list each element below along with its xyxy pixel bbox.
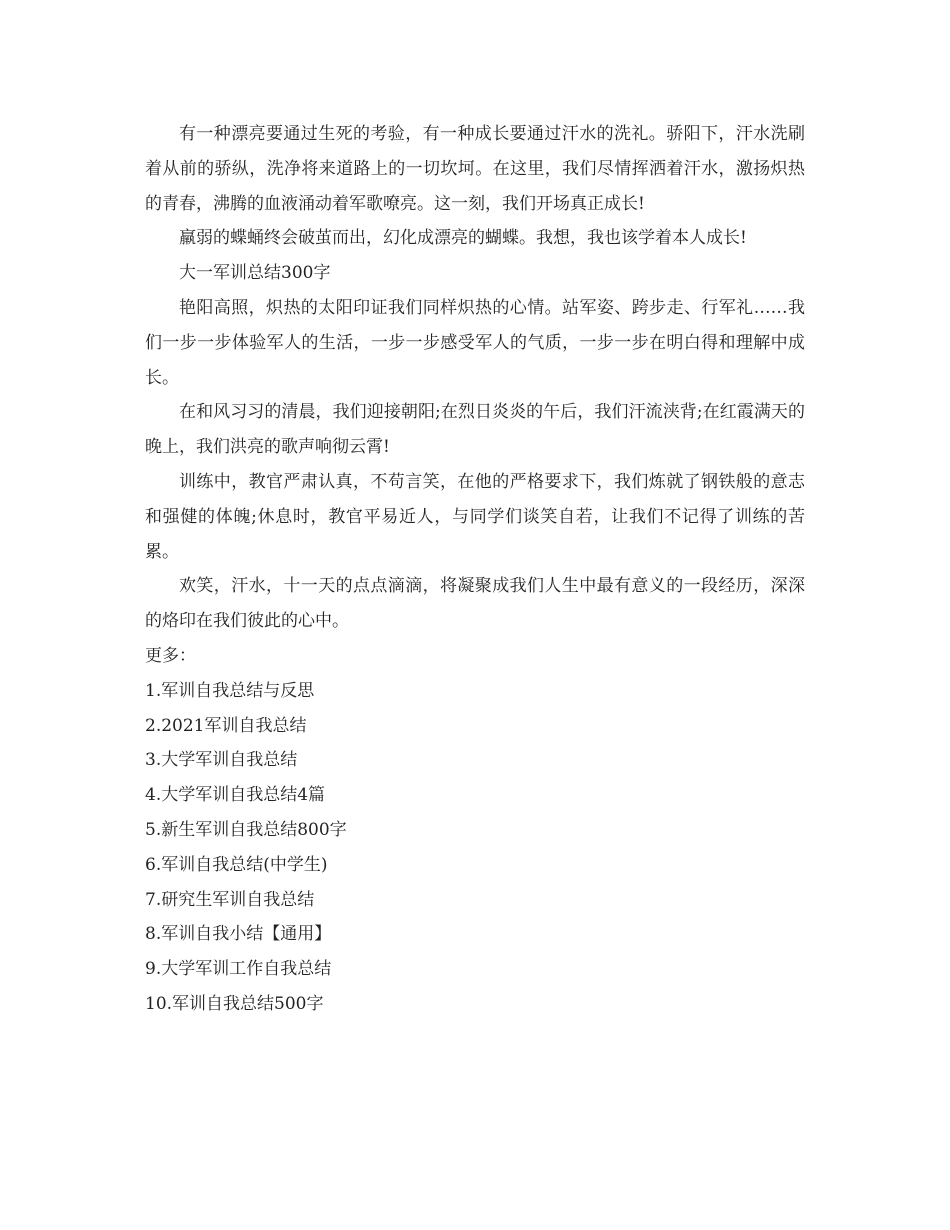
document-body (145, 117, 805, 1022)
related-articles-list (145, 674, 805, 1022)
paragraph-butterfly: 羸弱的蝶蛹终会破茧而出，幻化成漂亮的蝴蝶。我想，我也该学着本人成长! (179, 228, 747, 249)
related-article-link[interactable]: 7.研究生军训自我总结 (145, 889, 315, 910)
section-title: 大一军训总结300字 (179, 263, 331, 284)
related-article-link[interactable]: 8.军训自我小结【通用】 (145, 924, 332, 945)
related-article-link[interactable]: 9.大学军训工作自我总结 (145, 959, 332, 980)
related-article-link[interactable]: 2.2021军训自我总结 (145, 715, 307, 736)
paragraph-conclusion: 欢笑，汗水，十一天的点点滴滴，将凝聚成我们人生中最有意义的一段经历，深深的烙印在我们彼此的心中。 (145, 576, 805, 632)
related-article-link[interactable]: 10.军训自我总结500字 (145, 993, 324, 1014)
paragraph-intro: 有一种漂亮要通过生死的考验，有一种成长要通过汗水的洗礼。骄阳下，汗水洗刷着从前的骄纵，洗净将来道路上的一切坎坷。在这里，我们尽情挥洒着汗水，激扬炽热的青春，沸腾的血液涌动着军歌嘹亮。这一刻，我们开场真正成长! (145, 124, 805, 214)
related-article-link[interactable]: 6.军训自我总结(中学生) (145, 854, 328, 875)
related-article-link[interactable]: 4.大学军训自我总结4篇 (145, 785, 326, 806)
more-label: 更多： (145, 645, 196, 666)
related-article-link[interactable]: 3.大学军训自我总结 (145, 750, 298, 771)
paragraph-training: 训练中，教官严肃认真，不苟言笑，在他的严格要求下，我们炼就了钢铁般的意志和强健的体魄;休息时，教官平易近人，与同学们谈笑自若，让我们不记得了训练的苦累。 (145, 471, 805, 562)
related-article-link[interactable]: 1.军训自我总结与反思 (145, 680, 315, 701)
paragraph-morning: 在和风习习的清晨，我们迎接朝阳;在烈日炎炎的午后，我们汗流浃背;在红霞满天的晚上，我们洪亮的歌声响彻云霄! (145, 402, 805, 458)
paragraph-sunshine: 艳阳高照，炽热的太阳印证我们同样炽热的心情。站军姿、跨步走、行军礼……我们一步一步体验军人的生活，一步一步感受军人的气质，一步一步在明白得和理解中成长。 (145, 297, 805, 388)
related-article-link[interactable]: 5.新生军训自我总结800字 (145, 819, 347, 840)
